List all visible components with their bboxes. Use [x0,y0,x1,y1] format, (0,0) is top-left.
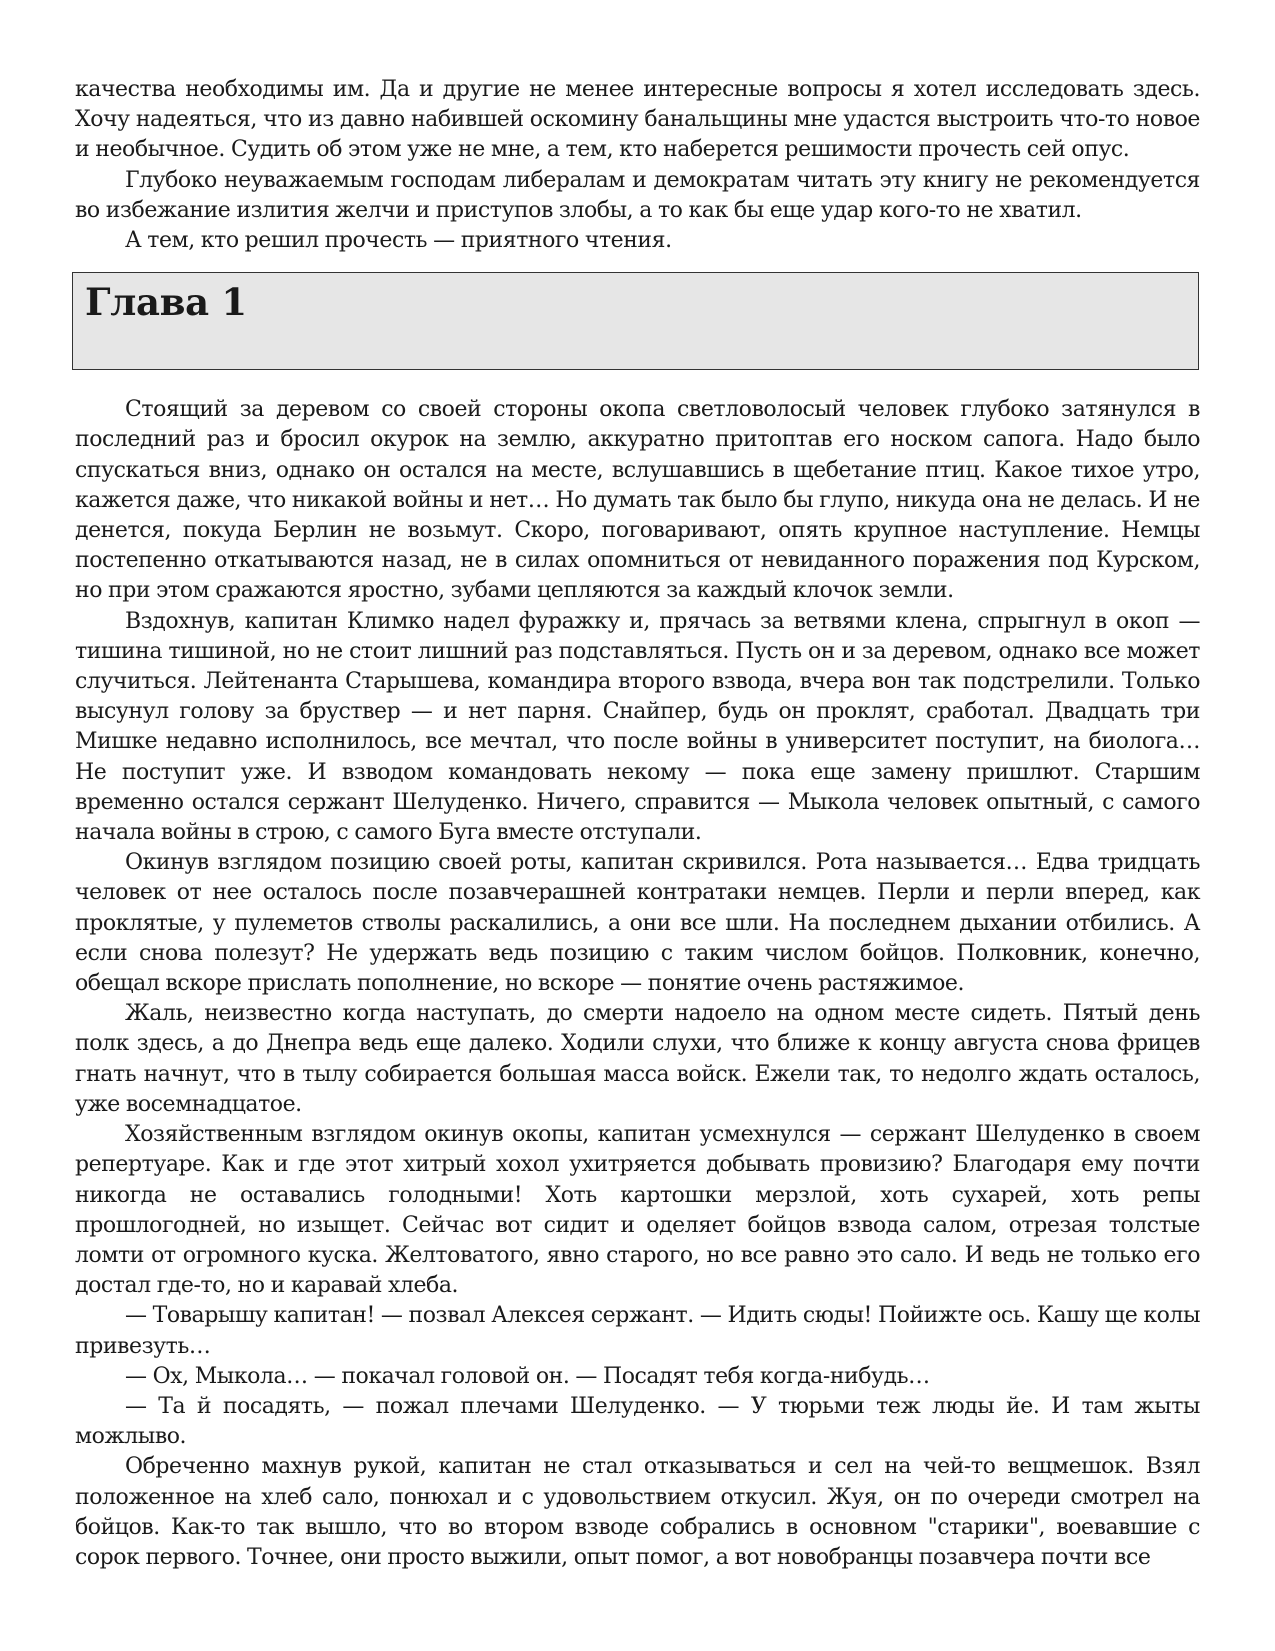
chapter-paragraph: Окинув взглядом позицию своей роты, капитан скривился. Рота называется… Едва тридцать человек от нее осталось после позавчерашней контратаки немцев. Перли и перли вперед, как проклятые, у пулеметов стволы раскалились, а они все шли. На последнем дыхании отбились. А если снова полезут? Не удержать ведь позицию с таким числом бойцов. Полковник, конечно, обещал вскоре прислать пополнение, но вскоре — понятие очень растяжимое. [75,850,1200,997]
dialogue-paragraph: — Товарышу капитан! — позвал Алексея сержант. — Идить сюды! Пойижте ось. Кашу ще колы привезуть… [75,1303,1200,1359]
chapter-paragraph: Стоящий за деревом со своей стороны окопа светловолосый человек глубоко затянулся в последний раз и бросил окурок на землю, аккуратно притоптав его носком сапога. Надо было спускаться вниз, однако он остался на месте, вслушавшись в щебетание птиц. Какое тихое утро, кажется даже, что никакой войны и нет… Но думать так было бы глупо, никуда она не делась. И не денется, покуда Берлин не возьмут. Скоро, поговаривают, опять крупное наступление. Немцы постепенно откатываются назад, не в силах опомниться от невиданного поражения под Курском, но при этом сражаются яростно, зубами цепляются за каждый клочок земли. [75,397,1200,604]
dialogue-paragraph: — Ох, Мыкола… — покачал головой он. — Посадят тебя когда-нибудь… [125,1363,930,1389]
intro-paragraph: качества необходимы им. Да и другие не менее интересные вопросы я хотел исследовать здесь. Хочу надеяться, что из давно набившей оскомину банальщины мне удастся выстроить что-то новое и необычное. Судить об этом уже не мне, а тем, кто наберется решимости прочесть сей опус. [75,77,1200,163]
chapter-title: Глава 1 [85,280,247,325]
chapter-paragraph: Вздохнув, капитан Климко надел фуражку и, прячась за ветвями клена, спрыгнул в окоп — тишина тишиной, но не стоит лишний раз подставляться. Пусть он и за деревом, однако все может случиться. Лейтенанта Старышева, командира второго взвода, вчера вон так подстрелили. Только высунул голову за бруствер — и нет парня. Снайпер, будь он проклят, сработал. Двадцать три Мишке недавно исполнилось, все мечтал, что после войны в университет поступит, на биолога… Не поступит уже. И взводом командовать некому — пока еще замену пришлют. Старшим временно остался сержант Шелуденко. Ничего, справится — Мыкола человек опытный, с самого начала войны в строю, с самого Буга вместе отступали. [75,608,1200,846]
book-page [75,75,1200,1573]
chapter-body [75,395,1200,1573]
intro-section [75,75,1200,256]
intro-paragraph: А тем, кто решил прочесть — приятного чтения. [125,228,672,254]
chapter-paragraph: Хозяйственным взглядом окинув окопы, капитан усмехнулся — сержант Шелуденко в своем репертуаре. Как и где этот хитрый хохол ухитряется добывать провизию? Благодаря ему почти никогда не оставались голодными! Хоть картошки мерзлой, хоть сухарей, хоть репы прошлогодней, но изыщет. Сейчас вот сидит и оделяет бойцов взвода салом, отрезая толстые ломти от огромного куска. Желтоватого, явно старого, но все равно это сало. И ведь не только его достал где-то, но и каравай хлеба. [75,1122,1200,1299]
chapter-paragraph: Жаль, неизвестно когда наступать, до смерти надоело на одном месте сидеть. Пятый день полк здесь, а до Днепра ведь еще далеко. Ходили слухи, что ближе к концу августа снова фрицев гнать начнут, что в тылу собирается большая масса войск. Ежели так, то недолго ждать осталось, уже восемнадцатое. [75,1001,1200,1117]
intro-paragraph: Глубоко неуважаемым господам либералам и демократам читать эту книгу не рекомендуется во избежание излития желчи и приступов злобы, а то как бы еще удар кого-то не хватил. [75,167,1200,223]
chapter-paragraph: Обреченно махнув рукой, капитан не стал отказываться и сел на чей-то вещмешок. Взял положенное на хлеб сало, понюхал и с удовольствием откусил. Жуя, он по очереди смотрел на бойцов. Как-то так вышло, что во втором взводе собрались в основном "старики", воевавшие с сорок первого. Точнее, они просто выжили, опыт помог, а вот новобранцы позавчера почти все [75,1454,1200,1570]
chapter-heading-box [72,272,1199,370]
dialogue-paragraph: — Та й посадять, — пожал плечами Шелуденко. — У тюрьми теж люды йе. И там жыты можлыво. [75,1393,1200,1450]
